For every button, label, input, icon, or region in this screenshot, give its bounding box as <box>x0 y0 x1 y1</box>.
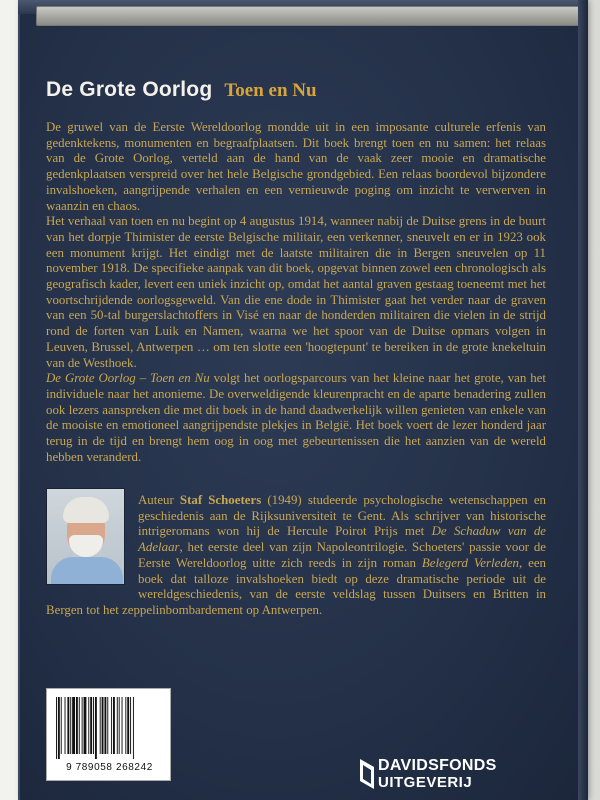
publisher-sub: UITGEVERIJ <box>378 774 473 791</box>
book-subtitle: Toen en Nu <box>224 80 317 101</box>
publisher-name: DAVIDSFONDS <box>378 757 497 774</box>
blurb-paragraph-2: Het verhaal van toen en nu begint op 4 augustus 1914, wanneer nabij de Duitse grens in de buurt van het dorpje Thimister de eerste Belgische militair, een verkenner, sneuvelt en er in 1923 ook een monument krijgt. Het eindigt met de laatste militairen die in Bergen sneuvelen op 11 november 1918. De specifieke aanpak van dit boek, opgevat binnen zowel een chronologisch als geografisch kader, levert een uniek inzicht op, omdat het aantal graven gestaag toeneemt met het voortschrijdende oorlogsgeweld. Van die ene dode in Thimister gaat het verder naar de graven van een 50-tal burgerslachtoffers in Visé en naar de honderden militairen die vielen in de strijd rond de forten van Luik en Namen, waarna we het spoor van de Duitse opmars volgen in Leuven, Brussel, Antwerpen … om ten slotte een 'hoogtepunt' te bereiken in de grote knekeltuin van de Westhoek. <box>46 214 546 370</box>
blurb-paragraph-3-text: volgt het oorlogsparcours van het kleine naar het grote, van het individuele naar het anonieme. De overweldigende kleurenpracht en de aparte benadering zullen ook lezers aanspreken die met dit boek in de hand daadwerkelijk willen genieten van enkele van de mooiste en emotioneel aangrijpendste plekjes in België. Het boek voert de lezer honderd jaar terug in de tijd en brengt hem oog in oog met gebeurtenissen die het aanzien van de wereld hebben veranderd. <box>46 371 546 464</box>
davidsfonds-arrow-icon <box>360 759 374 789</box>
publisher-logo <box>360 757 550 793</box>
book-title: De Grote Oorlog <box>46 78 213 101</box>
blurb-paragraph-3 <box>46 371 546 465</box>
author-bio: Auteur Staf Schoeters (1949) studeerde psychologische wetenschappen en geschiedenis aan de Rijksuniversiteit te Gent. Als schrijver van historische intrigeromans won hij de Hercule Poirot Prijs met De Schaduw van de Adelaar, het eerste deel van zijn Napoleontrilogie. Schoeters' passie voor de Eerste Wereldoorlog uitte zich reeds in zijn roman Belegerd Verleden, een boek dat talloze invalshoeken biedt op deze dramatische periode uit de wereldgeschiedenis, van de eerste veldslag tussen Duitsers en Britten in Bergen tot het zeppelinbombardement op Antwerpen. <box>46 493 546 617</box>
isbn-barcode <box>46 688 171 781</box>
isbn-number: 9 789058 268242 <box>66 762 153 773</box>
author-name: Staf Schoeters <box>179 493 262 507</box>
page-edges <box>36 6 588 26</box>
blurb-title-reference: De Grote Oorlog – Toen en Nu <box>46 371 210 386</box>
cover-spine-edge <box>578 0 588 800</box>
author-book-2: Belegerd Verleden <box>421 555 519 570</box>
barcode-bars <box>55 697 164 759</box>
blurb-paragraph-1: De gruwel van de Eerste Wereldoorlog mondde uit in een imposante culturele erfenis van gedenktekens, monumenten en begraafplaatsen. Dit boek brengt toen en nu samen: het relaas van de Grote Oorlog, verteld aan de hand van de vaak zeer mooie en dramatische gedenkplaatsen verspreid over het hele Belgische grondgebied. Een relaas boordevol bijzondere invalshoeken, aangrijpende verhalen en een vernieuwde poging om inzicht te verwerven in waanzin en chaos. <box>46 120 546 213</box>
blurb-text <box>46 120 546 465</box>
author-book-1: De Schaduw van de Adelaar <box>138 524 546 555</box>
title-row <box>46 78 546 102</box>
